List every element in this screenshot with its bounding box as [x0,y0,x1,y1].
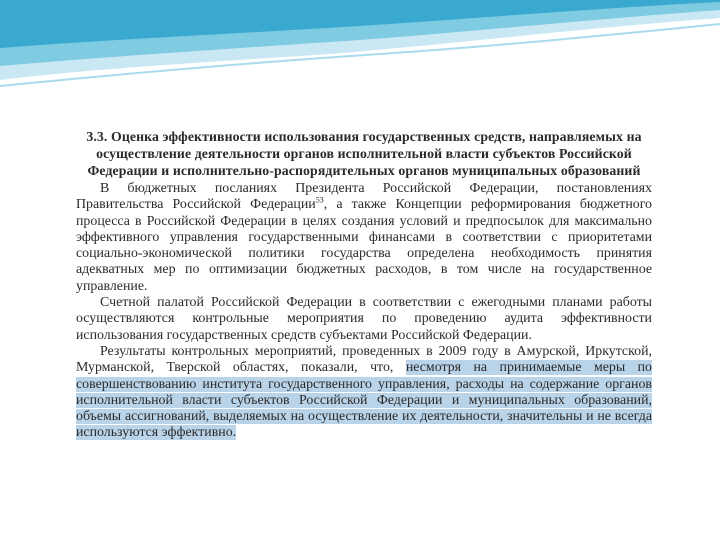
paragraph-1-text-a: В бюджетных посланиях Президента Российской Федерации, постановлениях Правительства Российской Федерации [76,181,652,213]
highlighted-text[interactable]: несмотря на принимаемые меры по совершенствованию института государственного управления, расходы на содержание органов исполнительной власти субъектов Российской Федерации и муниципальных образований, объемы ассигнований, выделяемых на осуществление их деятельности, значительны и не всегда используются эффективно. [76,360,653,441]
paragraph-1-text-b: , а также Концепции реформирования бюджетного процесса в Российской Федерации в целях создания условий и предпосылок для максимально эффективного управления государственными финансами в соответствии с приоритетами социально-экономической политики государства определена необходимость принятия адекватных мер по оптимизации бюджетных расходов, в том числе на государственное управление. [76,197,652,294]
section-heading: 3.3. Оценка эффективности использования государственных средств, направляемых на осуществление деятельности органов исполнительной власти субъектов Российской Федерации и исполнительно-распорядительных органов муниципальных образований [86,129,642,178]
footnote-ref: 53 [315,195,324,205]
header-wave-decoration [0,0,720,110]
paragraph-1 [76,181,652,295]
paragraph-2: Счетной палатой Российской Федерации в соответствии с ежегодными планами работы осуществляются контрольные мероприятия по проведению аудита эффективности использования государственных средств субъектами Российской Федерации. [76,295,652,343]
paragraph-3-text: Результаты контрольных мероприятий, проведенных в 2009 году в Амурской, Иркутской, Мурманской, Тверской областях, показали, что, [76,343,652,376]
paragraph-3 [76,344,652,442]
document-page [76,128,652,442]
